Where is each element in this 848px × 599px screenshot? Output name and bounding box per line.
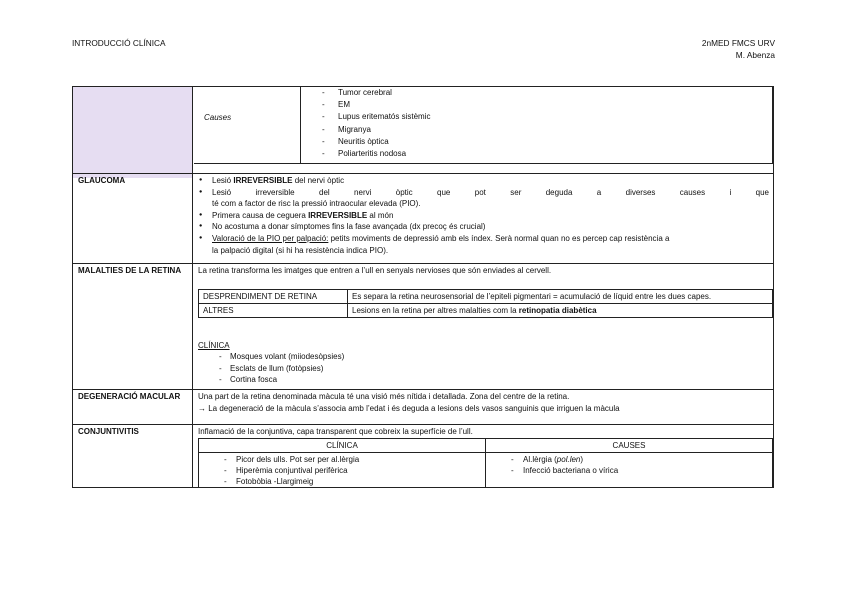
conjuntivitis-intro: Inflamació de la conjuntiva, capa transparent que cobreix la superfície de l’ull.	[198, 427, 473, 436]
causes-list	[301, 87, 631, 160]
header-meta	[702, 38, 775, 61]
row-label-retina: MALALTIES DE LA RETINA	[73, 264, 193, 389]
causes-cell	[194, 87, 773, 178]
causes-list	[486, 453, 773, 489]
author-label: M. Abenza	[735, 49, 775, 60]
glaucoma-bullet-3: ● Primera causa de ceguera IRREVERSIBLE al món	[194, 210, 769, 222]
table-row	[199, 439, 773, 453]
retina-clinica-list	[198, 351, 598, 386]
glaucoma-cell	[194, 175, 773, 263]
glaucoma-bullet-2-cont: té com a factor de risc la pressió intraocular elevada (PIO).	[212, 199, 421, 209]
glaucoma-bullet-1: ● Lesió IRREVERSIBLE del nervi òptic	[194, 175, 769, 187]
retina-cell	[194, 264, 773, 389]
list-item: - Hiperèmia conjuntival perifèrica	[203, 465, 481, 476]
row-label-conjuntivitis: CONJUNTIVITIS	[73, 425, 193, 487]
course-label: 2nMED FMCS URV	[701, 38, 775, 48]
retina-intro: La retina transforma les imatges que entren a l’ull en senyals nervioses que són enviades al cervell.	[198, 266, 552, 275]
list-item: - Mosques volant (miiodesòpsies)	[198, 351, 598, 363]
retina-row-desc-text: Lesions en la retina per altres malalties com la	[352, 306, 519, 315]
causes-subtable	[194, 87, 773, 164]
clinica-list	[199, 453, 486, 489]
retina-subtable	[198, 289, 773, 318]
conjuntivitis-subtable	[198, 438, 773, 488]
glaucoma-bullet-4: ● No acostuma a donar símptomes fins la fase avançada (dx precoç és crucial)	[194, 221, 769, 233]
table-row	[199, 453, 773, 489]
causes-header: CAUSES	[486, 439, 773, 453]
retina-clinica-title: CLÍNICA	[198, 341, 230, 350]
list-item: - Cortina fosca	[198, 374, 598, 386]
list-item: - Fotobòbia -Llargimeig	[203, 476, 481, 487]
glaucoma-bullet-2: ● Lesió irreversible del nervi òptic que pot ser deguda a diverses causes i que	[194, 187, 769, 199]
conjuntivitis-cell	[194, 425, 773, 487]
notes-table	[72, 86, 774, 488]
degeneracio-line-2: → La degeneració de la màcula s’associa amb l’edat i és deguda a lesions dels vasos sanguinis que irriguen la màcula	[198, 403, 620, 413]
list-item: - Esclats de llum (fotòpsies)	[198, 363, 598, 375]
retina-row-desc: Es separa la retina neurosensorial de l’epiteli pigmentari = acumulació de líquid entre les dues capes.	[348, 290, 773, 304]
list-item: - Neuritis òptica	[301, 136, 631, 148]
cause-1-close: )	[580, 455, 584, 464]
degeneracio-line-1: Una part de la retina denominada màcula té una visió més nítida i detallada. Zona del centre de la retina.	[198, 392, 570, 401]
document-title: INTRODUCCIÓ CLÍNICA	[72, 38, 166, 48]
row-label-glaucoma: GLAUCOMA	[73, 174, 193, 263]
causes-label: Causes	[204, 113, 232, 122]
list-item: - Poliarteritis nodosa	[301, 148, 631, 160]
list-item: - Picor dels ulls. Pot ser per al.lèrgia	[203, 454, 481, 465]
retina-row-desc	[348, 304, 773, 318]
list-item: - EM	[301, 99, 631, 111]
table-row	[199, 304, 773, 318]
cause-1-text: Al.lèrgia (	[523, 455, 557, 464]
retina-row-name: DESPRENDIMENT DE RETINA	[199, 290, 348, 304]
row-label-empty	[73, 87, 193, 178]
pio-palpation-term: Valoració de la PIO per palpació:	[212, 233, 329, 243]
cause-1-italic: pol.len	[556, 455, 581, 464]
glaucoma-bullet-5	[194, 233, 769, 245]
list-item: - Migranya	[301, 124, 631, 136]
table-row	[199, 290, 773, 304]
clinica-header: CLÍNICA	[199, 439, 486, 453]
row-label-degeneracio: DEGENERACIÓ MACULAR	[73, 390, 193, 424]
retina-row-name: ALTRES	[199, 304, 348, 318]
glaucoma-bullet-5-text: petits moviments de depressió amb els índex. Serà normal quan no es percep cap resistència a	[328, 233, 670, 243]
list-item	[490, 454, 768, 465]
list-item: - Lupus eritematós sistèmic	[301, 111, 631, 123]
list-item: - Tumor cerebral	[301, 87, 631, 99]
list-item: - Infecció bacteriana o vírica	[490, 465, 768, 476]
retina-row-desc-bold: retinopatia diabètica	[518, 306, 597, 315]
degeneracio-cell	[194, 390, 773, 424]
glaucoma-bullet-5-cont: la palpació digital (si hi ha resistència indica PIO).	[212, 245, 389, 255]
